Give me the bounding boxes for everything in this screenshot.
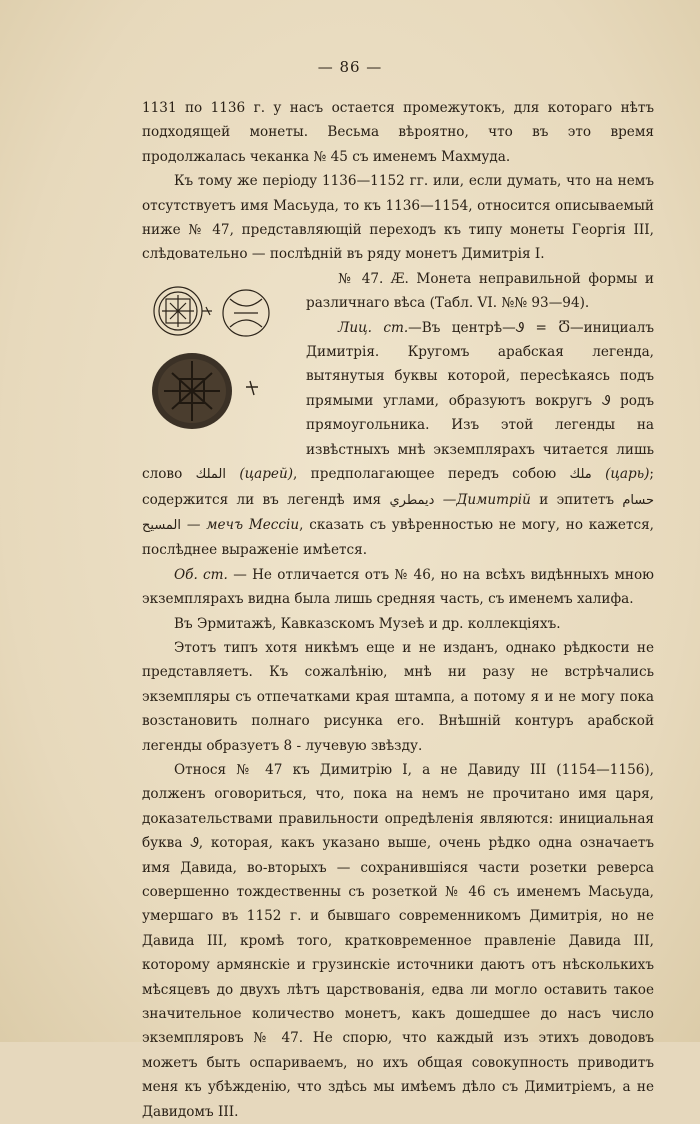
reverse-label: Об. ст. bbox=[174, 566, 228, 583]
paragraph-3: № 47. Æ. Монета неправильной формы и различнаго вѣса (Табл. VI. №№ 93—94). bbox=[306, 270, 654, 312]
paragraph-2: Къ тому же періоду 1136—1152 гг. или, если думать, что на немъ отсутствуетъ имя Масьуда, то къ 1136—1154, относится описываемый ниже № 47, представляющій переходъ къ типу монеты Георгія III, слѣдовательно — послѣдній въ ряду монетъ Димитрія I. bbox=[142, 173, 654, 263]
paragraph-4: Лиц. ст.—Въ центрѣ—Ꮽ = Ⴃ—инициалъ Димитрія. Кругомъ арабская легенда, вытянутыя буквы которой, пересѣкаясь подъ прямыми углами, образуютъ вокругъ Ꮽ родъ прямоугольника. Изъ этой легенды на извѣстныхъ мнѣ экземплярахъ читается лишь слово الملك (царей), предполагающее передъ собою ملك (царь); содержится ли въ легендѣ имя ديمطري —Димитрій и эпитетъ حسام المسيح — мечъ Мессіи, сказать съ увѣренностью не могу, но кажется, послѣднее выраженіе имѣется. bbox=[142, 319, 655, 559]
arabic-word: ملك bbox=[569, 467, 592, 483]
coin-photo-icon bbox=[152, 353, 232, 429]
initial-glyph-icon bbox=[246, 381, 258, 395]
obverse-label: Лиц. ст. bbox=[338, 319, 409, 336]
paragraph-8: Относя № 47 къ Димитрію I, а не Давиду III (1154—1156), долженъ оговориться, что, пока на немъ не прочитано имя царя, доказательствами правильности опредѣленія являются: инициальная буква Ꮽ, которая, какъ указано выше, очень рѣдко одна означаетъ имя Давида, во-вторыхъ — сохранившіяся части розетки реверса совершенно тождественны съ розеткой № 46 съ именемъ Масьуда, умершаго въ 1152 г. и бывшаго современникомъ Димитрія, но не Давида III, кромѣ того, кратковременное правленіе Давида III, которому армянскіе и грузинскіе источники даютъ отъ нѣсколькихъ мѣсяцевъ до двухъ лѣтъ царствованія, едва ли могло оставить такое значительное количество монетъ, какъ дошедшее до насъ число экземпляровъ № 47. Не спорю, что каждый изъ этихъ доводовъ можетъ быть оспариваемъ, но ихъ общая совокупность приводитъ меня къ убѣжденію, что здѣсь мы имѣемъ дѣло съ Димитріемъ, а не Давидомъ III. bbox=[142, 761, 654, 1120]
arabic-word: ديمطري bbox=[389, 492, 435, 508]
paragraph-5: Об. ст. — Не отличается отъ № 46, но на всѣхъ видѣнныхъ мною экземплярахъ видна была лишь средняя часть, съ именемъ халифа. bbox=[142, 566, 654, 608]
paragraph-6: Въ Эрмитажѣ, Кавказскомъ Музеѣ и др. коллекціяхъ. bbox=[174, 615, 561, 632]
page-number: — 86 — bbox=[317, 58, 383, 76]
coin-illustration bbox=[142, 269, 298, 447]
paragraph-7: Этотъ типъ хотя никѣмъ еще и не изданъ, однако рѣдкости не представляетъ. Къ сожалѣнію, мнѣ ни разу не встрѣчались экземпляры съ отпечатками края штампа, а потому я и не могу пока возстановить полнаго рисунка его. Внѣшній контуръ арабской легенды образуетъ 8 - лучевую звѣзду. bbox=[142, 639, 654, 754]
coin-drawing-icon bbox=[154, 287, 269, 336]
arabic-word: الملك bbox=[195, 467, 226, 483]
arabic-word: حسام المسيح bbox=[142, 492, 655, 533]
paragraph-1: 1131 по 1136 г. у насъ остается промежутокъ, для котораго нѣтъ подходящей монеты. Весьма вѣроятно, что въ это время продолжалась чеканка № 45 съ именемъ Махмуда. bbox=[142, 100, 654, 165]
body-text bbox=[142, 96, 654, 1124]
